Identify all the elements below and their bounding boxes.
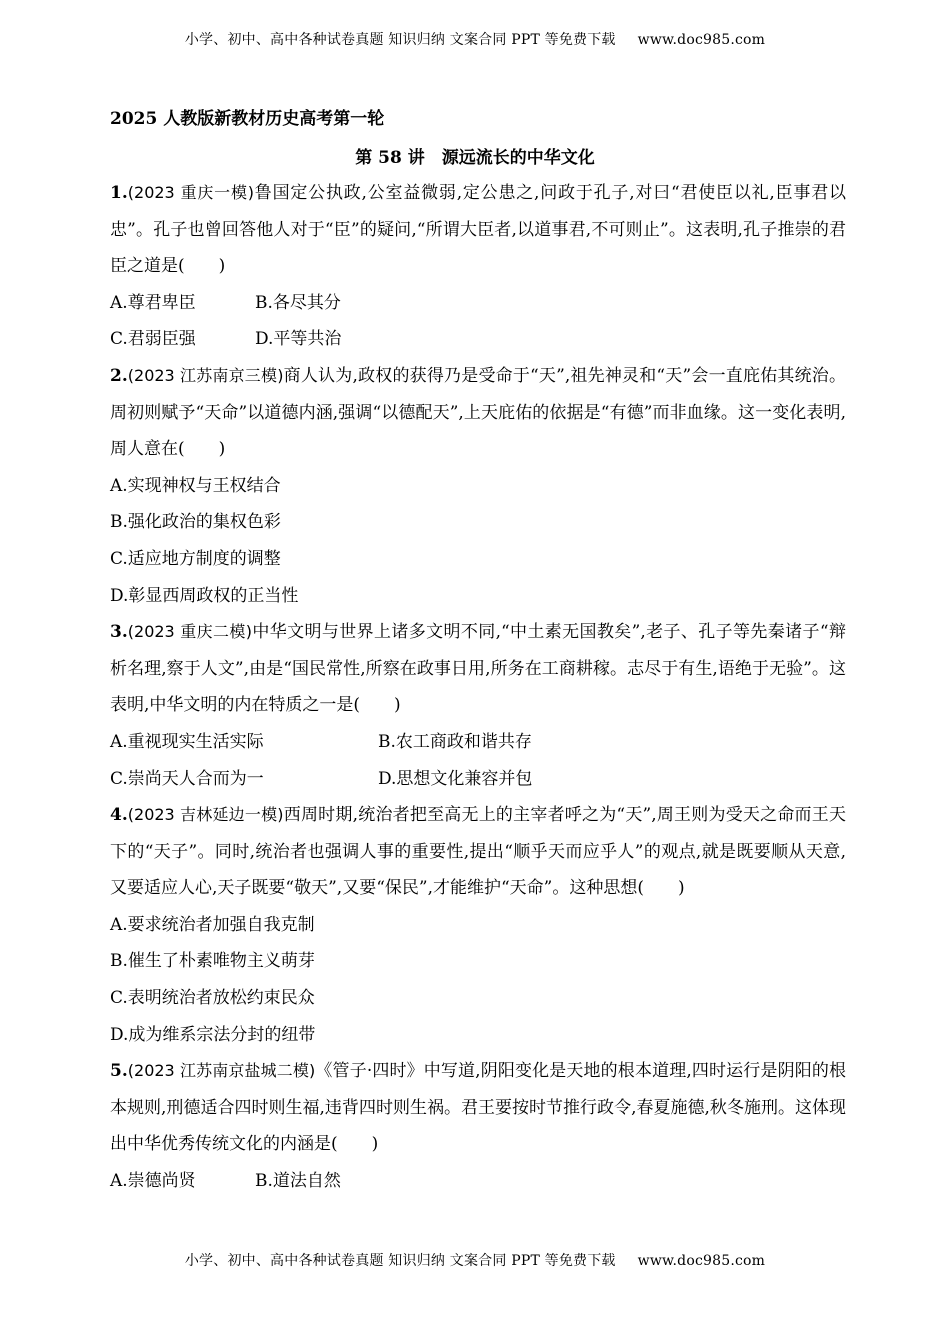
option-a[interactable]: A.要求统治者加强自我克制 xyxy=(110,914,315,935)
option-a[interactable]: A.重视现实生活实际 xyxy=(110,731,264,752)
option-b[interactable]: B.道法自然 xyxy=(255,1171,341,1192)
question-number: 5 xyxy=(110,1061,122,1082)
question-stem: 1.(2023 重庆一模)鲁国定公执政,公室益微弱,定公患之,问政于孔子,对曰“君使臣以礼,臣事君以忠”。孔子也曾回答他人对于“臣”的疑问,“所谓大臣者,以道事君,不可则止”。这表明,孔子推崇的君臣之道是( ) xyxy=(110,183,846,277)
question-text: 《管子·四时》中写道,阴阳变化是天地的根本道理,四时运行是阴阳的根本规则,刑德适合四时则生福,违背四时则生祸。君王要按时节推行政令,春夏施德,秋冬施刑。这体现出中华优秀传统文化的内涵是( ) xyxy=(110,1061,846,1155)
question-text: 商人认为,政权的获得乃是受命于“天”,祖先神灵和“天”会一直庇佑其统治。周初则赋予“天命”以道德内涵,强调“以德配天”,上天庇佑的依据是“有德”而非血缘。这一变化表明,周人意在( ) xyxy=(110,365,846,460)
question-text: 西周时期,统治者把至高无上的主宰者呼之为“天”,周王则为受天之命而王天下的“天子”。同时,统治者也强调人事的重要性,提出“顺乎天而应乎人”的观点,就是既要顺从天意,又要适应人心,天子既要“敬天”,又要“保民”,才能维护“天命”。这种思想( ) xyxy=(110,805,846,899)
question-number: 1 xyxy=(110,183,122,203)
question-source: (2023 重庆一模) xyxy=(127,183,255,202)
option-a[interactable]: A.崇德尚贤 xyxy=(110,1171,196,1192)
question-list xyxy=(110,175,846,1200)
question-4 xyxy=(110,797,846,1053)
option-row xyxy=(110,285,846,322)
option-d[interactable]: D.成为维系宗法分封的纽带 xyxy=(110,1024,316,1045)
option-c[interactable]: C.君弱臣强 xyxy=(110,329,196,350)
question-stem: 3.(2023 重庆二模)中华文明与世界上诸多文明不同,“中土素无国教矣”,老子、孔子等先秦诸子“辩析名理,察于人文”,由是“国民常性,所察在政事日用,所务在工商耕稼。志尽于有生,语绝于无验”。这表明,中华文明的内在特质之一是( ) xyxy=(110,622,846,716)
question-source: (2023 吉林延边一模) xyxy=(127,805,284,825)
option-d[interactable]: D.思想文化兼容并包 xyxy=(378,768,533,789)
question-stem: 2.(2023 江苏南京三模)商人认为,政权的获得乃是受命于“天”,祖先神灵和“天”会一直庇佑其统治。周初则赋予“天命”以道德内涵,强调“以德配天”,上天庇佑的依据是“有德”而非血缘。这一变化表明,周人意在( ) xyxy=(110,365,846,460)
option-row xyxy=(110,1163,846,1200)
footer-banner-site[interactable]: www.doc985.com xyxy=(637,1253,766,1269)
question-source: (2023 江苏南京三模) xyxy=(127,365,284,385)
question-1 xyxy=(110,175,846,358)
option-b[interactable]: B.农工商政和谐共存 xyxy=(378,731,532,752)
question-source: (2023 江苏南京盐城二模) xyxy=(127,1061,316,1081)
question-3 xyxy=(110,614,846,797)
option-d[interactable]: D.平等共治 xyxy=(255,329,342,350)
question-text: 中华文明与世界上诸多文明不同,“中土素无国教矣”,老子、孔子等先秦诸子“辩析名理,察于人文”,由是“国民常性,所察在政事日用,所务在工商耕稼。志尽于有生,语绝于无验”。这表明,中华文明的内在特质之一是( ) xyxy=(110,622,846,716)
header-banner xyxy=(0,29,950,49)
header-banner-site[interactable]: www.doc985.com xyxy=(637,32,766,48)
question-stem: 4.(2023 吉林延边一模)西周时期,统治者把至高无上的主宰者呼之为“天”,周王则为受天之命而王天下的“天子”。同时,统治者也强调人事的重要性,提出“顺乎天而应乎人”的观点,就是既要顺从天意,又要适应人心,天子既要“敬天”,又要“保民”,才能维护“天命”。这种思想( ) xyxy=(110,805,846,899)
option-a[interactable]: A.尊君卑臣 xyxy=(110,292,196,313)
option-row xyxy=(110,761,846,798)
footer-banner xyxy=(0,1250,950,1270)
option-c[interactable]: C.适应地方制度的调整 xyxy=(110,548,281,569)
question-text: 鲁国定公执政,公室益微弱,定公患之,问政于孔子,对曰“君使臣以礼,臣事君以忠”。孔子也曾回答他人对于“臣”的疑问,“所谓大臣者,以道事君,不可则止”。这表明,孔子推崇的君臣之道是( ) xyxy=(110,183,846,277)
question-stem: 5.(2023 江苏南京盐城二模)《管子·四时》中写道,阴阳变化是天地的根本道理,四时运行是阴阳的根本规则,刑德适合四时则生福,违背四时则生祸。君王要按时节推行政令,春夏施德,秋冬施刑。这体现出中华优秀传统文化的内涵是( ) xyxy=(110,1061,846,1155)
question-number: 4 xyxy=(110,805,122,826)
option-b[interactable]: B.催生了朴素唯物主义萌芽 xyxy=(110,951,315,972)
question-2 xyxy=(110,358,846,614)
option-row xyxy=(110,321,846,358)
question-number: 3 xyxy=(110,622,122,643)
option-a[interactable]: A.实现神权与王权结合 xyxy=(110,475,281,496)
option-c[interactable]: C.表明统治者放松约束民众 xyxy=(110,988,315,1009)
document-title: 2025 人教版新教材历史高考第一轮 xyxy=(110,109,385,129)
question-5 xyxy=(110,1053,846,1199)
option-d[interactable]: D.彰显西周政权的正当性 xyxy=(110,585,299,606)
question-number: 2 xyxy=(110,365,122,386)
question-source: (2023 重庆二模) xyxy=(127,622,252,642)
option-c[interactable]: C.崇尚天人合而为一 xyxy=(110,768,264,789)
option-b[interactable]: B.强化政治的集权色彩 xyxy=(110,512,281,533)
lesson-title: 第 58 讲 源远流长的中华文化 xyxy=(355,148,595,168)
option-row xyxy=(110,724,846,761)
footer-banner-text: 小学、初中、高中各种试卷真题 知识归纳 文案合同 PPT 等免费下载 xyxy=(184,1253,616,1269)
header-banner-text: 小学、初中、高中各种试卷真题 知识归纳 文案合同 PPT 等免费下载 xyxy=(184,32,616,48)
option-b[interactable]: B.各尽其分 xyxy=(255,292,341,313)
